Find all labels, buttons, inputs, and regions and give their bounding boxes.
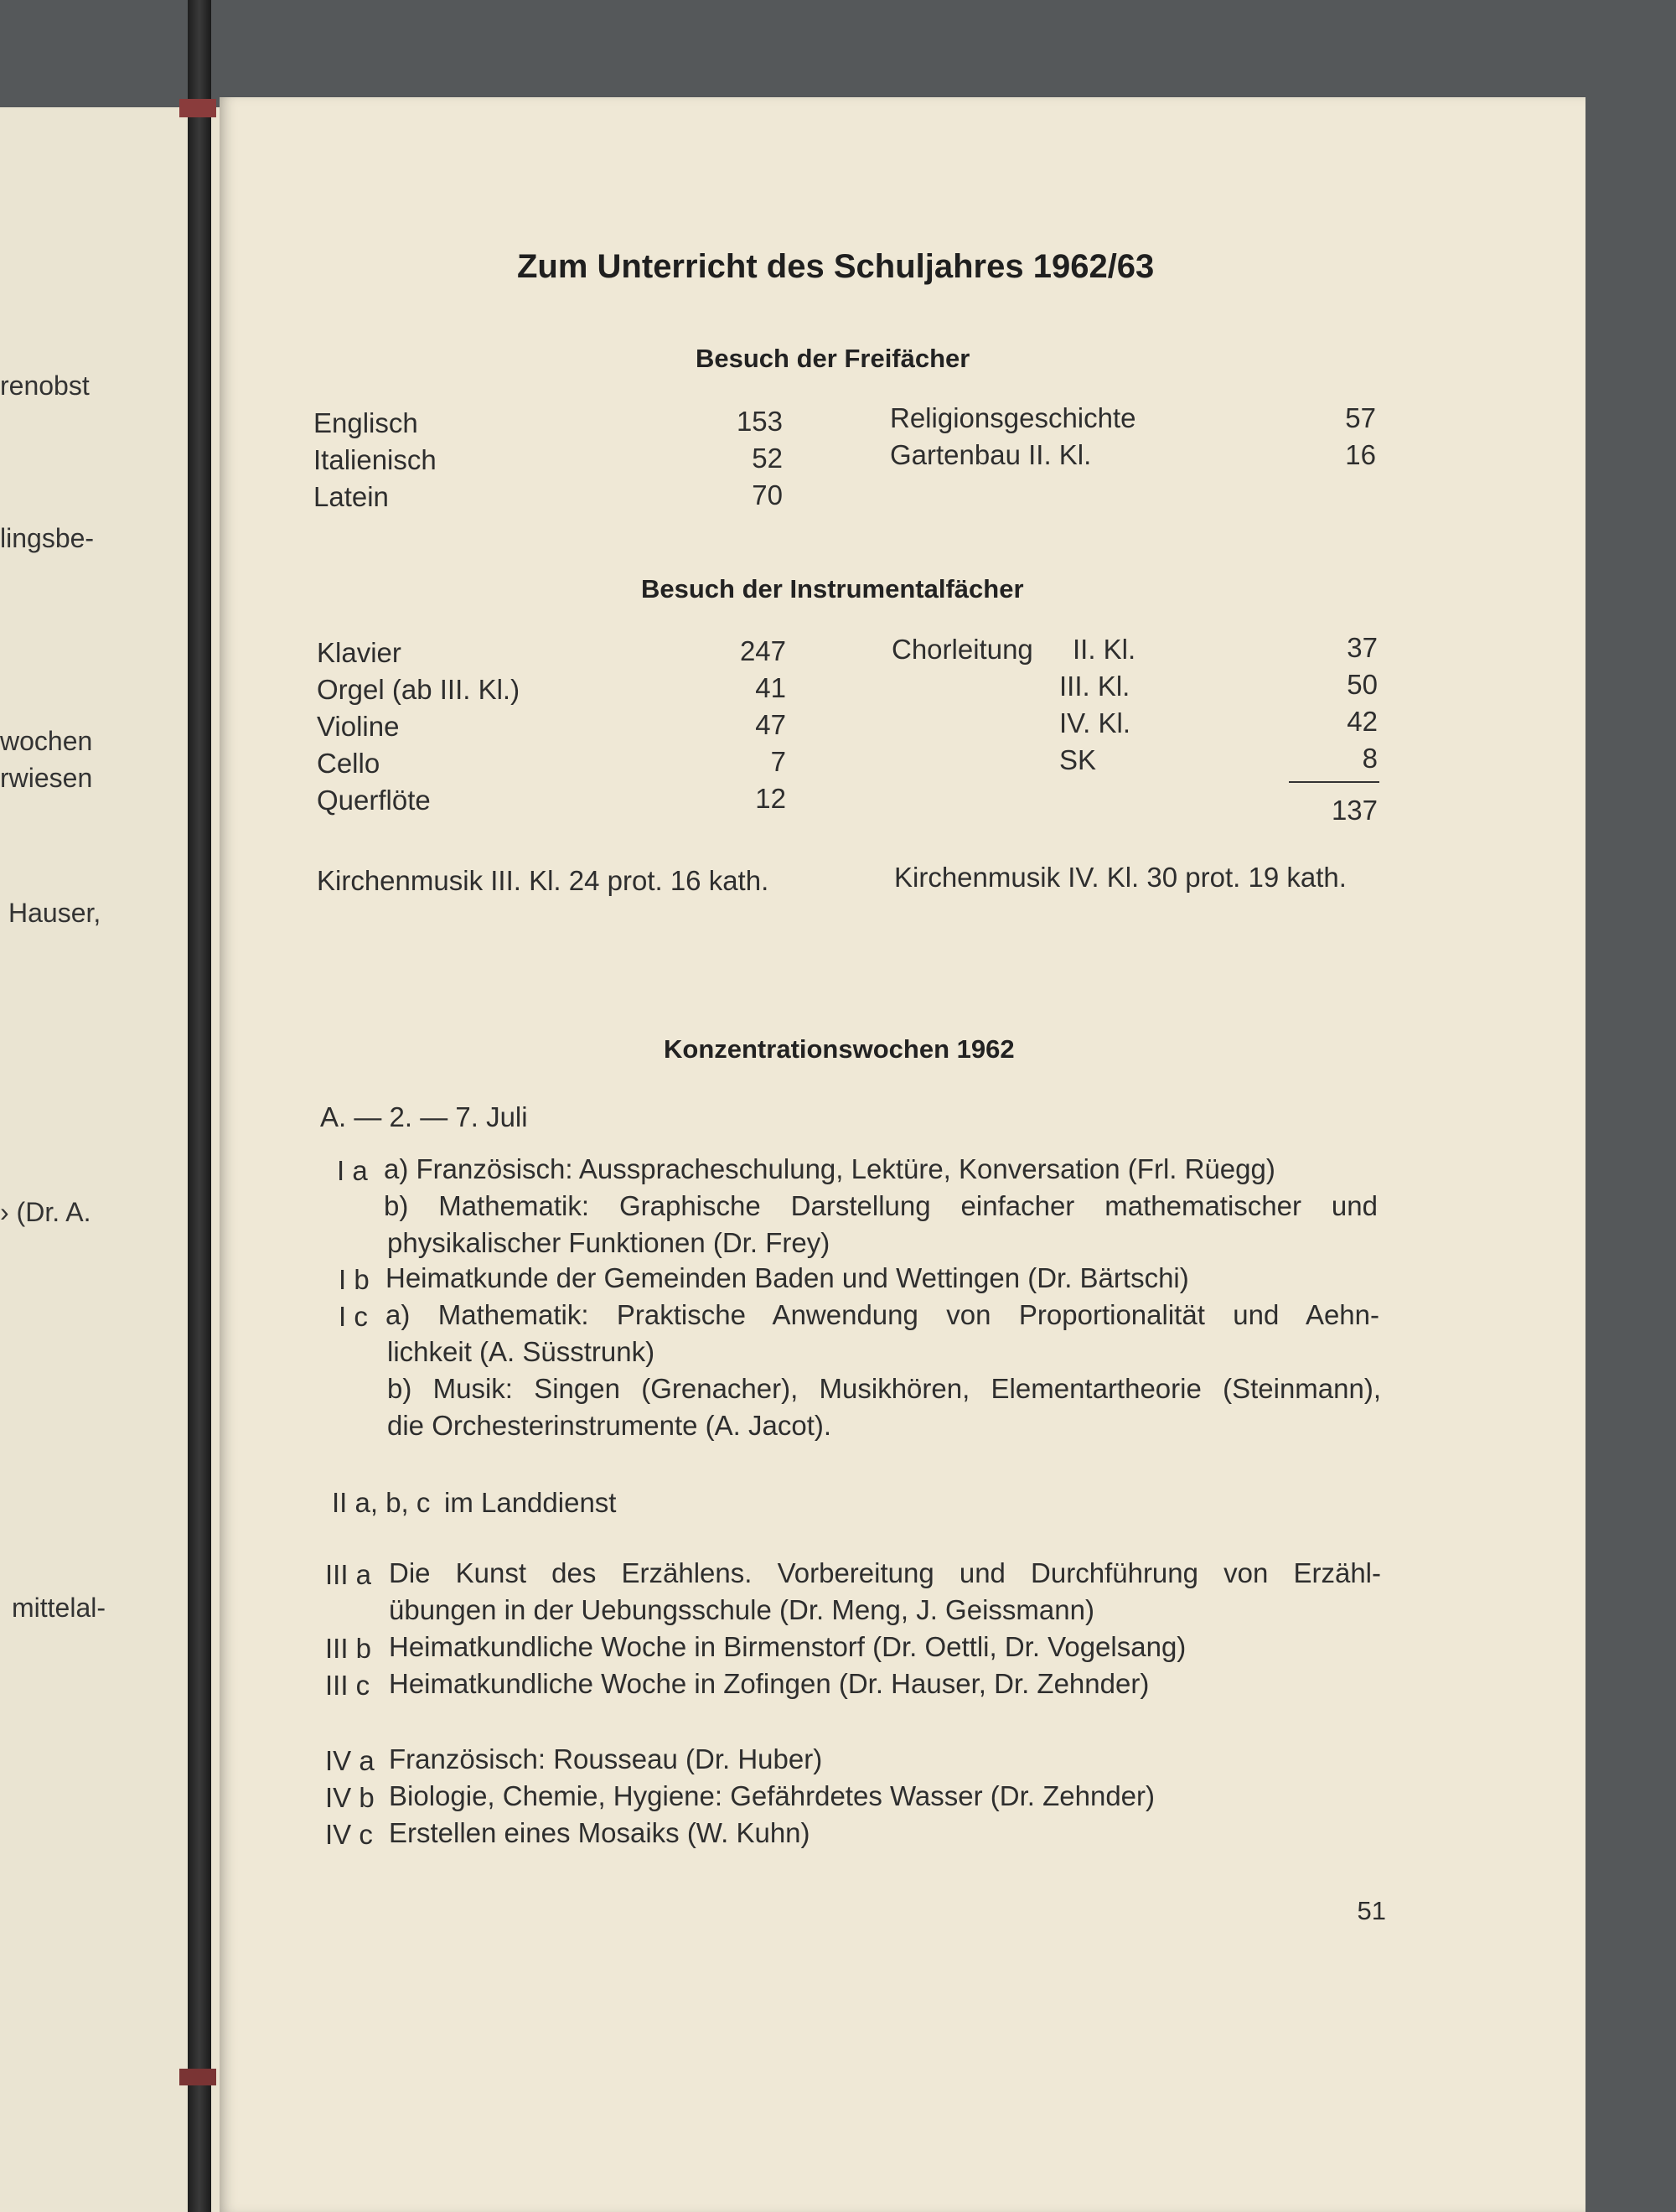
instrument-count: 12 xyxy=(755,783,786,814)
freifach-count: 70 xyxy=(752,479,783,510)
left-fragment: rwiesen xyxy=(0,763,93,793)
instrument-subject: Klavier xyxy=(317,637,401,668)
instrument-subject: Querflöte xyxy=(317,785,431,816)
right-page xyxy=(220,97,1585,2212)
chor-class: IV. Kl. xyxy=(1059,707,1130,738)
instrument-count: 247 xyxy=(739,635,786,666)
sum-rule xyxy=(1289,781,1379,783)
freifach-count: 16 xyxy=(1345,439,1376,470)
instrument-subject: Violine xyxy=(317,711,400,742)
freifach-subject: Englisch xyxy=(313,407,418,438)
freifach-subject: Latein xyxy=(313,481,389,512)
class-label: IV c xyxy=(325,1819,373,1850)
freifach-subject: Italienisch xyxy=(313,444,437,475)
chor-class: III. Kl. xyxy=(1059,671,1130,702)
entry-line: b) Mathematik: Graphische Darstellung einfacher mathematischer und xyxy=(384,1190,1378,1221)
left-fragment: renobst xyxy=(0,370,90,401)
entry-line: lichkeit (A. Süsstrunk) xyxy=(387,1336,655,1367)
class-label: I b xyxy=(339,1264,370,1295)
left-fragment: wochen xyxy=(0,726,93,756)
freifach-subject: Gartenbau II. Kl. xyxy=(890,439,1092,470)
entry-line: Heimatkundliche Woche in Birmenstorf (Dr. Oettli, Dr. Vogelsang) xyxy=(389,1631,1187,1662)
chor-class: SK xyxy=(1059,744,1097,775)
section-heading-instrumental: Besuch der Instrumentalfächer xyxy=(641,574,1024,604)
entry-line: physikalischer Funktionen (Dr. Frey) xyxy=(387,1227,830,1258)
class-label: I a xyxy=(337,1155,368,1186)
instrument-subject: Cello xyxy=(317,748,380,779)
entry-line: Heimatkundliche Woche in Zofingen (Dr. Hauser, Dr. Zehnder) xyxy=(389,1668,1150,1699)
section-heading-konzentration: Konzentrationswochen 1962 xyxy=(664,1034,1015,1064)
freifach-count: 57 xyxy=(1345,402,1376,433)
freifach-count: 153 xyxy=(736,406,783,437)
chor-count: 50 xyxy=(1347,669,1378,700)
page-title: Zum Unterricht des Schuljahres 1962/63 xyxy=(517,248,1155,285)
instrument-count: 47 xyxy=(755,709,786,740)
entry-line: Französisch: Rousseau (Dr. Huber) xyxy=(389,1743,823,1774)
chor-count: 8 xyxy=(1362,743,1378,774)
page-number: 51 xyxy=(1357,1896,1386,1925)
entry-line: im Landdienst xyxy=(444,1487,617,1518)
class-label: III c xyxy=(325,1670,370,1701)
book-gutter xyxy=(188,0,211,2212)
entry-line: übungen in der Uebungsschule (Dr. Meng, J. Geissmann) xyxy=(389,1594,1094,1625)
headband xyxy=(179,99,216,117)
chor-count: 37 xyxy=(1347,632,1378,663)
freifach-subject: Religionsgeschichte xyxy=(890,402,1136,433)
chor-class: II. Kl. xyxy=(1073,634,1136,665)
entry-line: Biologie, Chemie, Hygiene: Gefährdetes Wasser (Dr. Zehnder) xyxy=(389,1780,1156,1811)
class-label: III a xyxy=(325,1559,372,1590)
class-label: III b xyxy=(325,1633,372,1664)
entry-line: Die Kunst des Erzählens. Vorbereitung und Durchführung von Erzähl- xyxy=(389,1557,1381,1588)
left-fragment: Hauser, xyxy=(8,898,101,928)
entry-line: die Orchesterinstrumente (A. Jacot). xyxy=(387,1410,832,1441)
chor-count: 42 xyxy=(1347,706,1378,737)
class-label: IV b xyxy=(325,1782,375,1813)
chorleitung-label: Chorleitung xyxy=(892,634,1033,665)
entry-line: b) Musik: Singen (Grenacher), Musikhören, Elementartheorie (Steinmann), xyxy=(387,1373,1381,1404)
entry-line: a) Französisch: Ausspracheschulung, Lektüre, Konversation (Frl. Rüegg) xyxy=(384,1153,1275,1184)
class-label: IV a xyxy=(325,1745,375,1776)
chor-total: 137 xyxy=(1331,795,1378,826)
entry-line: Erstellen eines Mosaiks (W. Kuhn) xyxy=(389,1817,810,1848)
kirchenmusik-iii: Kirchenmusik III. Kl. 24 prot. 16 kath. xyxy=(317,865,769,896)
section-heading-freifaecher: Besuch der Freifächer xyxy=(696,344,970,373)
class-label: II a, b, c xyxy=(332,1487,431,1518)
class-label: I c xyxy=(339,1301,368,1332)
left-fragment: › (Dr. A. xyxy=(0,1197,91,1227)
left-page xyxy=(0,107,220,2212)
instrument-count: 41 xyxy=(755,672,786,703)
freifach-count: 52 xyxy=(752,443,783,474)
instrument-count: 7 xyxy=(770,746,786,777)
tailband xyxy=(179,2069,216,2085)
konzentration-date: A. — 2. — 7. Juli xyxy=(320,1101,528,1132)
entry-line: Heimatkunde der Gemeinden Baden und Wettingen (Dr. Bärtschi) xyxy=(385,1262,1189,1293)
left-fragment: mittelal- xyxy=(12,1593,106,1623)
kirchenmusik-iv: Kirchenmusik IV. Kl. 30 prot. 19 kath. xyxy=(894,862,1347,893)
instrument-subject: Orgel (ab III. Kl.) xyxy=(317,674,520,705)
left-fragment: lingsbe- xyxy=(0,523,95,553)
entry-line: a) Mathematik: Praktische Anwendung von Proportionalität und Aehn- xyxy=(385,1299,1379,1330)
